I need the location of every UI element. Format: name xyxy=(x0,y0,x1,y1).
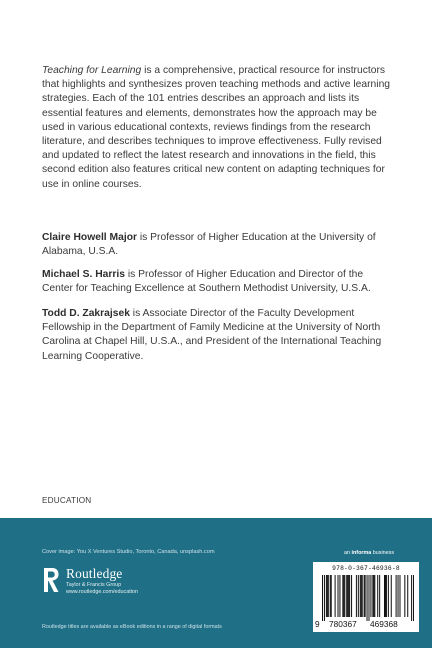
barcode-bar xyxy=(407,575,408,617)
author-bio xyxy=(42,268,394,296)
ebook-note: Routledge titles are available as eBook editions in a range of digital formats xyxy=(42,624,222,630)
publisher-logo xyxy=(42,564,242,598)
barcode-bar xyxy=(362,575,363,617)
barcode-bar xyxy=(324,575,325,621)
informa-suffix: business xyxy=(371,550,395,556)
barcode-bar xyxy=(413,575,414,621)
barcode-bar xyxy=(331,575,332,617)
barcode-bar xyxy=(322,575,323,621)
author-bio xyxy=(42,307,394,364)
publisher-group: Taylor & Francis Group xyxy=(66,582,122,588)
barcode-bar xyxy=(364,575,365,617)
barcode-bar xyxy=(379,575,380,617)
cover-image-credit: Cover image: You X Ventures Studio, Toronto, Canada, unsplash.com xyxy=(42,549,215,555)
barcode-bar xyxy=(348,575,349,617)
barcode-bar xyxy=(367,575,368,621)
barcode-bar xyxy=(360,575,361,617)
barcode-bar xyxy=(356,575,357,617)
informa-tagline xyxy=(344,550,394,556)
barcode-bar xyxy=(373,575,374,617)
barcode-bars xyxy=(322,575,414,621)
author-bio-text: is Associate Director of the Faculty Development Fellowship in the Department of Family Medicine at the University of North Carolina at Chapel Hill, U.S.A., and President of the International Teaching Learning Cooperative. xyxy=(42,308,382,362)
publisher-band xyxy=(0,518,432,648)
barcode-bar xyxy=(384,575,385,617)
barcode-bar xyxy=(370,575,371,617)
barcode-bar xyxy=(328,575,329,617)
barcode-bar xyxy=(404,575,405,617)
barcode-bar xyxy=(337,575,338,617)
barcode-bar xyxy=(365,575,366,617)
isbn-number: 978-0-367-46936-8 xyxy=(332,565,400,572)
barcode-bar xyxy=(386,575,387,617)
book-title: Teaching for Learning xyxy=(42,65,142,76)
informa-brand: informa xyxy=(351,550,372,556)
barcode-bar xyxy=(391,575,392,617)
barcode-bar xyxy=(398,575,399,617)
author-name: Claire Howell Major xyxy=(42,232,137,243)
barcode-bar xyxy=(396,575,397,617)
barcode-bar xyxy=(374,575,375,617)
barcode-right-group: 469368 xyxy=(370,619,398,629)
barcode-first-digit: 9 xyxy=(315,619,320,629)
informa-prefix: an xyxy=(344,550,352,556)
barcode-bar xyxy=(339,575,340,617)
barcode-bar xyxy=(344,575,345,617)
barcode-bar xyxy=(327,575,328,617)
barcode-bar xyxy=(399,575,400,617)
barcode-bar xyxy=(349,575,350,617)
subject-category: EDUCATION xyxy=(42,496,92,505)
book-description xyxy=(42,64,394,192)
author-bio xyxy=(42,231,394,259)
barcode-bar xyxy=(342,575,343,617)
barcode-bar xyxy=(377,575,378,617)
author-name: Michael S. Harris xyxy=(42,269,125,280)
publisher-url: www.routledge.com/education xyxy=(66,589,138,595)
barcode-bar xyxy=(330,575,331,617)
author-bio-text: is Professor of Higher Education and Director of the Center for Teaching Excellence at Southern Methodist University, U.S.A. xyxy=(42,269,371,295)
author-bio-text: is Professor of Higher Education at the University of Alabama, U.S.A. xyxy=(42,232,376,258)
barcode-bar xyxy=(335,575,336,617)
barcode-bar xyxy=(372,575,373,617)
barcode-bar xyxy=(326,575,327,617)
author-name: Todd D. Zakrajsek xyxy=(42,308,130,319)
barcode-bar xyxy=(346,575,347,617)
isbn-barcode xyxy=(313,562,419,632)
barcode-bar xyxy=(358,575,359,617)
barcode-bar xyxy=(368,575,369,621)
barcode-bar xyxy=(411,575,412,621)
publisher-name: Routledge xyxy=(66,566,123,581)
description-text: is a comprehensive, practical resource for instructors that highlights and synthesizes proven teaching methods and active learning strategies. Each of the 101 entries describes an approach and lists its essential features and elements, demonstrates how the approach may be used in various educational contexts, reviews findings from the research literature, and describes techniques to improve effectiveness. Fully revised and updated to reflect the latest research and innovations in the field, this second edition also features critical new content on adapting techniques for use in online courses. xyxy=(42,65,391,190)
barcode-bar xyxy=(343,575,344,617)
barcode-bar xyxy=(385,575,386,617)
barcode-bar xyxy=(347,575,348,617)
barcode-left-group: 780367 xyxy=(329,619,357,629)
barcode-bar xyxy=(388,575,389,617)
routledge-logo-icon xyxy=(42,567,60,593)
barcode-bar xyxy=(351,575,352,617)
barcode-bar xyxy=(361,575,362,617)
